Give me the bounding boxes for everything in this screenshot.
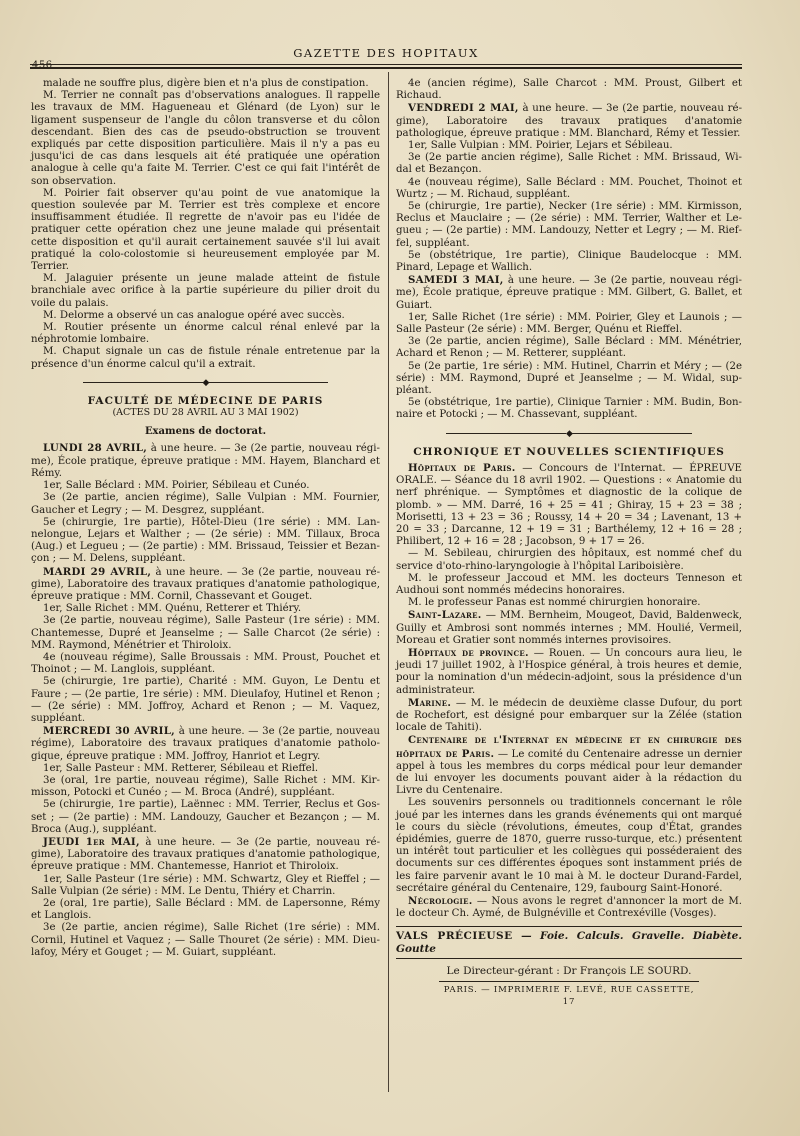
news-item-lead: Saint-Lazare.: [408, 609, 482, 622]
exam-entry: [31, 775, 380, 799]
faculty-subtitle: (ACTES DU 28 AVRIL AU 3 MAI 1902): [112, 407, 299, 419]
exam-entry-text: 2e (oral, 1re partie), Salle Béclard : MM. de Lapersonne, Rémy et Langlois.: [31, 898, 380, 922]
exam-entry-text: 5e (obstétrique, 1re partie), Clinique Baudelocque : MM. Pinard, Lepage et Wallich.: [396, 249, 742, 274]
paragraph: malade ne souffre plus, digère bien et n'a plus de constipation.: [43, 78, 369, 89]
ad-text: — Foie. Calculs. Gravelle. Diabète. Goutte: [396, 930, 742, 955]
news-item-text: — Nous avons le regret d'annoncer la mort de M. le docteur Ch. Aymé, de Bulgnéville et Contrexéville (Vosges).: [396, 896, 742, 920]
exam-entry-text: 3e (2e partie, ancien régime), Salle Béclard : MM. Ménétrier, Achard et Renon ; — M. Retterer, suppléant.: [396, 336, 742, 360]
exam-entry-lead: LUNDI 28 AVRIL,: [43, 442, 148, 455]
exam-entry: [31, 922, 380, 959]
news-item-text: — M. Sebileau, chirurgien des hôpitaux, est nommé chef du service d'oto-rhino-laryngologie à l'hôpital Lariboisière.: [396, 548, 742, 572]
exam-entry-text: 3e (2e partie, ancien régime), Salle Richet (1re série) : MM. Cornil, Hutinel et Vaquez ; — Salle Thouret (2e série) : MM. Dieulafoy, Méry et Gouget ; — M. Guiart, suppléant.: [31, 922, 380, 958]
exam-entry-text: 5e (chirurgie, 1re partie), Hôtel-Dieu (1re série) : MM. Lannelongue, Lejars et Walther ; — (2e série) : MM. Tillaux, Broca (Aug.) et Legueu ; — (2e partie) : MM. Brissaud, Teissier et Bezançon ; — M. Delens, suppléant.: [31, 516, 380, 565]
right-column: [396, 78, 742, 1008]
news-item-text: — Rouen. — Un concours aura lieu, le jeudi 17 juillet 1902, à l'Hospice général, à trois heures et demie, pour la nomination d'un médecin-adjoint, sous la présidence d'un administrateur.: [396, 647, 742, 696]
exam-entry-text: 5e (chirurgie, 1re partie), Charité : MM. Guyon, Le Dentu et Faure ; — (2e partie, 1re série) : MM. Dieulafoy, Hutinel et Renon ; — (2e série) : MM. Joffroy, Achard et Renon ; — M. Vaquez, suppléant.: [31, 676, 380, 724]
news-item: [396, 462, 742, 548]
news-item: [396, 697, 742, 735]
news-item-lead: Hôpitaux de province.: [408, 646, 529, 659]
paragraph: M. Delorme a observé un cas analogue opéré avec succès.: [43, 309, 345, 321]
news-item: [396, 548, 742, 572]
running-title: GAZETTE DES HOPITAUX: [293, 46, 479, 60]
exam-entry-text: à une heure. — 3e (2e partie, nouveau régime), École pratique, épreuve pratique : MM. Gilbert, G. Ballet, et Guiart.: [396, 275, 742, 311]
exam-entry: [396, 274, 742, 312]
news-item: [396, 609, 742, 647]
exam-entry: [31, 874, 380, 898]
news-item-text: M. le professeur Jaccoud et MM. les docteurs Tenneson et Audhoui sont nommés médecins honoraires.: [396, 572, 742, 596]
exam-entry-text: 3e (2e partie, nouveau régime), Salle Pasteur (1re série) : MM. Chantemesse, Dupré et Jeanselme ; — Salle Charcot (2e série) : MM. Raymond, Ménétrier et Thiroloix.: [31, 615, 380, 651]
exam-entry: [31, 603, 380, 615]
exam-entry-text: à une heure. — 3e (2e partie, nouveau régime), Laboratoire des travaux pratiques d'anatomie pathologique, épreuve pratique : MM. Chantemesse, Hanriot et Thiroloix.: [31, 836, 381, 873]
exam-entry: [396, 361, 742, 398]
chronicle-list: [396, 462, 742, 921]
exam-entry: [31, 442, 380, 480]
exam-entry-text: à une heure. — 3e (2e partie, nouveau régime), Laboratoire des travaux pratiques d'anatomie pathologique, épreuve pratique : MM. Blanchard, Rémy et Tessier.: [396, 103, 743, 139]
exam-entry-text: 1er, Salle Pasteur (1re série) : MM. Schwartz, Gley et Rieffel ; — Salle Vulpian (2e série) : MM. Le Dentu, Thiéry et Charrin.: [31, 873, 380, 897]
exam-entry: [396, 140, 742, 152]
exam-entry-text: 5e (obstétrique, 1re partie), Clinique Tarnier : MM. Budin, Bonnaire et Potocki ; — M. Chassevant, suppléant.: [396, 397, 742, 421]
exams-title: Examens de doctorat.: [144, 426, 267, 438]
exam-entry: [31, 799, 380, 836]
ad-name: VALS PRÉCIEUSE: [396, 930, 513, 943]
news-item-lead: Hôpitaux de Paris.: [408, 461, 516, 474]
exam-entry: [31, 676, 380, 725]
exam-entry-text: à une heure. — 3e (2e partie, nouveau régime), Laboratoire des travaux pratiques d'anatomie pathologique, épreuve pratique : MM. Cornil, Chassevant et Gouget.: [31, 566, 381, 602]
header-rule: [30, 64, 742, 65]
exam-entry-text: 1er, Salle Richet : MM. Quénu, Retterer et Thiéry.: [43, 603, 302, 615]
exam-entry-text: 5e (chirurgie, 1re partie), Necker (1re série) : MM. Kirmisson, Reclus et Mauclaire ; — (2e série) : MM. Terrier, Walther et Legueu ; — (2e partie) : MM. Landouzy, Netter et Legry ; — M. Rieffel, suppléant.: [396, 201, 742, 249]
paragraph: M. Chaput signale un cas de fistule rénale entretenue par la présence d'un énorme calcul qu'il a extrait.: [31, 346, 380, 370]
exam-entry-text: à une heure. — 3e (2e partie, nouveau régime), Laboratoire des travaux pratiques d'anatomie pathologique, épreuve pratique : MM. Joffroy, Hanriot et Legry.: [31, 726, 380, 762]
exam-entry: [31, 836, 380, 874]
exam-entry: [396, 102, 742, 140]
news-item: [396, 647, 742, 697]
exam-entry-text: 4e (nouveau régime), Salle Béclard : MM. Pouchet, Thoinot et Wurtz ; — M. Richaud, suppléant.: [396, 176, 742, 200]
exam-entry-text: 3e (2e partie ancien régime), Salle Richet : MM. Brissaud, Widal et Bezançon.: [396, 152, 742, 176]
exam-entry-text: 4e (ancien régime), Salle Charcot : MM. Proust, Gilbert et Richaud.: [396, 78, 742, 102]
exam-entry: [31, 725, 380, 763]
exam-entry-lead: MERCREDI 30 AVRIL,: [43, 725, 176, 738]
exam-entry: [396, 152, 742, 176]
section-ornament-right: ◆: [396, 429, 742, 439]
exam-entry: [396, 250, 742, 274]
exam-entry-text: 1er, Salle Béclard : MM. Poirier, Sébileau et Cunéo.: [43, 480, 310, 492]
exam-entry-text: 1er, Salle Vulpian : MM. Poirier, Lejars et Sébileau.: [408, 140, 673, 152]
paragraph: M. Terrier ne connaît pas d'observations analogues. Il rappelle les travaux de MM. Hagueneau et Glénard (de Lyon) sur le ligament suspenseur de l'angle du côlon transverse et du côlon descendant. Bien des cas de pseudo-obstruction se trouvent expliqués par cette disposition particulière. Mais il n'y a pas eu jusqu'ici de cas dans lesquels ait été pratiquée une opération analogue à celle qu'a faite M. Terrier. C'est ce qui fait l'intérêt de son observation.: [31, 90, 380, 187]
gerant-line: Le Directeur-gérant : Dr François LE SOURD.: [446, 964, 692, 977]
news-item: [396, 797, 742, 895]
page-number: 456: [32, 60, 53, 71]
exam-entry: [31, 480, 380, 492]
news-item-text: — M. le médecin de deuxième classe Dufour, du port de Rochefort, est désigné pour embarquer sur la Zélée (station locale de Tahiti).: [396, 697, 742, 734]
exam-entry-lead: SAMEDI 3 MAI,: [408, 274, 504, 287]
left-column: [31, 78, 380, 959]
news-item: [396, 597, 742, 609]
section-ornament: ◆: [31, 378, 380, 388]
exam-entry: [396, 336, 742, 360]
header-rule-thick: [30, 67, 742, 69]
exam-entry-lead: JEUDI 1er MAI,: [43, 835, 140, 848]
exam-entry: [31, 517, 380, 566]
news-item-text: M. le professeur Panas est nommé chirurgien honoraire.: [408, 597, 701, 609]
exam-entry: [31, 566, 380, 604]
exam-entry-text: 5e (2e partie, 1re série) : MM. Hutinel, Charrin et Méry ; — (2e série) : MM. Raymond, Dupré et Jeanselme ; — M. Widal, suppléant.: [396, 360, 742, 397]
left-intro: [31, 78, 380, 371]
column-divider: [388, 72, 389, 1092]
exam-entry: [396, 201, 742, 250]
news-item: [396, 895, 742, 920]
news-item-lead: Nécrologie.: [408, 895, 473, 907]
news-item: [396, 734, 742, 797]
advertisement: [396, 926, 742, 958]
news-item: [396, 573, 742, 597]
exam-entry: [396, 397, 742, 421]
exam-entry-text: 1er, Salle Richet (1re série) : MM. Poirier, Gley et Launois ; — Salle Pasteur (2e série) : MM. Berger, Quénu et Rieffel.: [396, 311, 742, 336]
exam-entry: [31, 898, 380, 922]
exam-entry-text: 5e (chirurgie, 1re partie), Laënnec : MM. Terrier, Reclus et Gosset ; — (2e partie) : MM. Landouzy, Gaucher et Bezançon ; — M. Broca (Aug.), suppléant.: [31, 799, 380, 835]
paragraph: M. Jalaguier présente un jeune malade atteint de fistule branchiale avec orifice à la partie supérieure du pilier droit du voile du palais.: [31, 273, 380, 309]
exam-entry-text: 3e (oral, 1re partie, nouveau régime), Salle Richet : MM. Kirmisson, Potocki et Cunéo ; — M. Broca (André), suppléant.: [31, 774, 380, 799]
exam-entry: [396, 78, 742, 102]
news-item-text: — Concours de l'Internat. — ÉPREUVE ORALE. — Séance du 18 avril 1902. — Questions : « Anatomie du nerf phrénique. — Symptômes et diagnostic de la colique de plomb. » — MM. Darré, 16 + 25 = 41 ; Ghiray, 15 + 23 = 38 ; Morisetti, 13 + 23 = 36 ; Roussy, 14 + 20 = 34 ; Lavenant, 13 + 20 = 33 ; Darcanne, 12 + 19 = 31 ; Barthélemy, 12 + 16 = 28 ; Philibert, 12 + 16 = 28 ; Jacobson, 9 + 17 = 26.: [396, 462, 742, 548]
exam-entry: [31, 763, 380, 775]
exam-entry-text: à une heure. — 3e (2e partie, nouveau régime), École pratique, épreuve pratique : MM. Hayem, Blanchard et Rémy.: [31, 443, 380, 479]
exam-entry: [31, 652, 380, 676]
exam-entry: [396, 312, 742, 336]
paragraph: M. Routier présente un énorme calcul rénal enlevé par la néphrotomie lombaire.: [31, 322, 380, 346]
exam-entry-text: 1er, Salle Pasteur : MM. Retterer, Sébileau et Rieffel.: [43, 762, 319, 774]
chronicle-title: CHRONIQUE ET NOUVELLES SCIENTIFIQUES: [413, 445, 725, 458]
exam-entry-lead: VENDREDI 2 MAI,: [408, 102, 519, 115]
exam-entry: [31, 615, 380, 652]
printer-line: PARIS. — IMPRIMERIE F. LEVÉ, RUE CASSETTE, 17: [439, 981, 699, 1008]
exam-entry-text: 4e (nouveau régime), Salle Broussais : MM. Proust, Pouchet et Thoinot ; — M. Langlois, suppléant.: [31, 651, 380, 676]
exam-entry: [31, 492, 380, 516]
news-item-lead: Centenaire de l'Internat en médecine et en chirurgie des hôpitaux de Paris.: [396, 734, 742, 760]
right-exams-list: [396, 78, 742, 422]
exam-entry: [396, 177, 742, 201]
news-item-text: Les souvenirs personnels ou traditionnels concernant le rôle joué par les internes dans les grands événements qui ont marqué le cours du siècle (révolutions, émeutes, coup d'État, grandes épidémies, guerre de 1870, guerre russo-turque, etc.) présentent un intérêt tout particulier et les collègues qui posséderaient des documents sur ces différentes époques sont instamment priés de les faire parvenir avant le 10 mai à M. le docteur Durand-Fardel, secrétaire général du Centenaire, 129, faubourg Saint-Honoré.: [396, 797, 742, 894]
left-exams-list: [31, 442, 380, 959]
faculty-title: FACULTÉ DE MÉDECINE DE PARIS: [87, 394, 324, 407]
news-item-text: — MM. Bernheim, Mougeot, David, Baldenweck, Guilly et Ambrosi sont nommés internes ; MM. Houlié, Vermeil, Moreau et Gratier sont nommés internes provisoires.: [396, 610, 742, 646]
exam-entry-lead: MARDI 29 AVRIL,: [43, 565, 152, 578]
page-header: [30, 44, 742, 74]
news-item-lead: Marine.: [408, 696, 452, 709]
paragraph: M. Poirier fait observer qu'au point de vue anatomique la question soulevée par M. Terrier est très complexe et encore insuffisamment étudiée. Il regrette de n'avoir pas eu l'idée de pratiquer cette opération chez une jeune malade qui présentait cette disposition et qu'il aurait certainement sauvée s'il lui avait pratiqué la colo-colostomie si heureusement employée par M. Terrier.: [31, 187, 380, 273]
exam-entry-text: 3e (2e partie, ancien régime), Salle Vulpian : MM. Fournier, Gaucher et Legry ; — M. Desgrez, suppléant.: [31, 492, 380, 516]
news-item-text: — Le comité du Centenaire adresse un dernier appel à tous les membres du corps médical pour leur demander de lui envoyer les documents pouvant aider à la rédaction du Livre du Centenaire.: [396, 748, 743, 797]
